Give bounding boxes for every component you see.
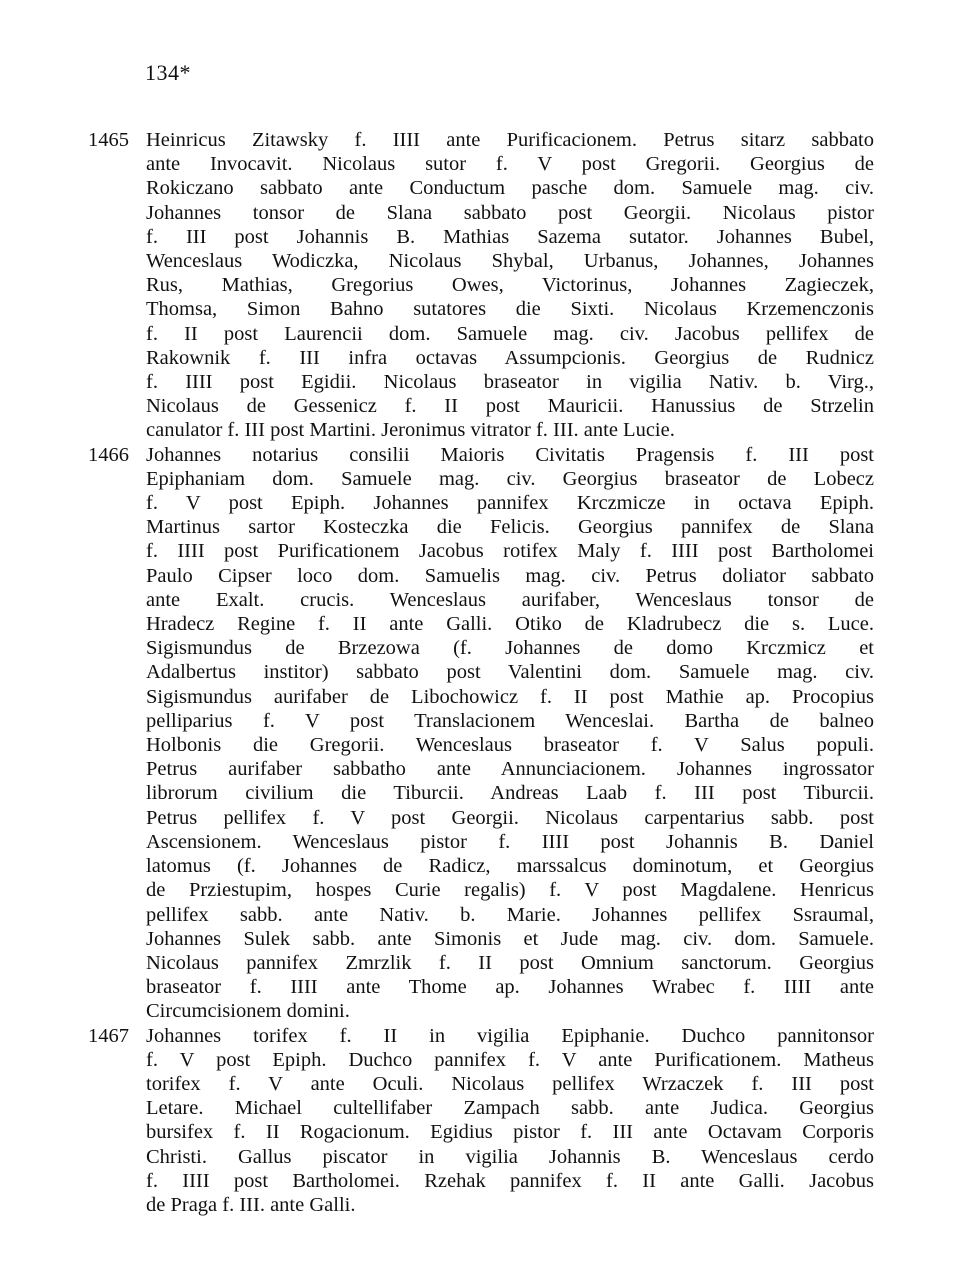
- text-line: Nicolaus de Gessenicz f. II post Mauricii. Hanussius de Strzelin: [146, 395, 874, 418]
- text-line: librorum civilium die Tiburcii. Andreas Laab f. III post Tiburcii.: [146, 782, 874, 805]
- entry-year: 1466: [88, 443, 129, 466]
- text-line: braseator f. IIII ante Thome ap. Johannes Wrabec f. IIII ante: [146, 976, 874, 999]
- text-line: f. V post Epiph. Johannes pannifex Krczmicze in octava Epiph.: [146, 492, 874, 515]
- entry-text: [146, 443, 874, 1024]
- text-line: Rus, Mathias, Gregorius Owes, Victorinus, Johannes Zagieczek,: [146, 274, 874, 297]
- text-line: Christi. Gallus piscator in vigilia Johannis B. Wenceslaus cerdo: [146, 1145, 874, 1168]
- text-line: f. IIII post Egidii. Nicolaus braseator in vigilia Nativ. b. Virg.,: [146, 371, 874, 394]
- text-line: Wenceslaus Wodiczka, Nicolaus Shybal, Urbanus, Johannes, Johannes: [146, 250, 874, 273]
- text-line: Johannes notarius consilii Maioris Civitatis Pragensis f. III post: [146, 443, 874, 466]
- text-line: Rokiczano sabbato ante Conductum pasche dom. Samuele mag. civ.: [146, 177, 874, 200]
- text-line: Sigismundus de Brzezowa (f. Johannes de domo Krczmicz et: [146, 637, 874, 660]
- text-line: Sigismundus aurifaber de Libochowicz f. II post Mathie ap. Procopius: [146, 685, 874, 708]
- entry-year: 1467: [88, 1024, 129, 1047]
- document-body: [0, 128, 960, 1217]
- year-entry: [0, 443, 960, 1024]
- text-line: de Praga f. III. ante Galli.: [146, 1193, 356, 1216]
- text-line: Circumcisionem domini.: [146, 1000, 350, 1023]
- text-line: latomus (f. Johannes de Radicz, marssalcus dominotum, et Georgius: [146, 855, 874, 878]
- text-line: Adalbertus institor) sabbato post Valentini dom. Samuele mag. civ.: [146, 661, 874, 684]
- text-line: Paulo Cipser loco dom. Samuelis mag. civ. Petrus doliator sabbato: [146, 564, 874, 587]
- entry-year: 1465: [88, 129, 129, 151]
- entry-text: [146, 128, 874, 443]
- text-line: f. V post Epiph. Duchco pannifex f. V ante Purificationem. Matheus: [146, 1048, 874, 1071]
- text-line: pelliparius f. V post Translacionem Wenceslai. Bartha de balneo: [146, 709, 874, 732]
- text-line: Nicolaus pannifex Zmrzlik f. II post Omnium sanctorum. Georgius: [146, 951, 874, 974]
- page-number: 134*: [145, 60, 191, 85]
- text-line: Heinricus Zitawsky f. IIII ante Purificacionem. Petrus sitarz sabbato: [146, 129, 874, 151]
- text-line: Hradecz Regine f. II ante Galli. Otiko de Kladrubecz die s. Luce.: [146, 613, 874, 636]
- text-line: Letare. Michael cultellifaber Zampach sabb. ante Judica. Georgius: [146, 1097, 874, 1120]
- text-line: Johannes tonsor de Slana sabbato post Georgii. Nicolaus pistor: [146, 201, 874, 224]
- entry-text: [146, 1024, 874, 1218]
- text-line: f. III post Johannis B. Mathias Sazema sutator. Johannes Bubel,: [146, 225, 874, 248]
- text-line: f. II post Laurencii dom. Samuele mag. civ. Jacobus pellifex de: [146, 322, 874, 345]
- text-line: canulator f. III post Martini. Jeronimus vitrator f. III. ante Lucie.: [146, 419, 675, 442]
- text-line: ante Exalt. crucis. Wenceslaus aurifaber, Wenceslaus tonsor de: [146, 588, 874, 611]
- text-line: torifex f. V ante Oculi. Nicolaus pellifex Wrzaczek f. III post: [146, 1072, 874, 1095]
- text-line: de Prziestupim, hospes Curie regalis) f. V post Magdalene. Henricus: [146, 879, 874, 902]
- text-line: Thomsa, Simon Bahno sutatores die Sixti. Nicolaus Krzemenczonis: [146, 298, 874, 321]
- text-line: f. IIII post Purificationem Jacobus rotifex Maly f. IIII post Bartholomei: [146, 540, 874, 563]
- text-line: Martinus sartor Kosteczka die Felicis. Georgius pannifex de Slana: [146, 516, 874, 539]
- text-line: Ascensionem. Wenceslaus pistor f. IIII post Johannis B. Daniel: [146, 830, 874, 853]
- text-line: Epiphaniam dom. Samuele mag. civ. Georgius braseator de Lobecz: [146, 467, 874, 490]
- text-line: ante Invocavit. Nicolaus sutor f. V post Gregorii. Georgius de: [146, 153, 874, 176]
- text-line: Rakownik f. III infra octavas Assumpcionis. Georgius de Rudnicz: [146, 346, 874, 369]
- text-line: Johannes Sulek sabb. ante Simonis et Jude mag. civ. dom. Samuele.: [146, 927, 874, 950]
- text-line: pellifex sabb. ante Nativ. b. Marie. Johannes pellifex Ssraumal,: [146, 903, 874, 926]
- text-line: f. IIII post Bartholomei. Rzehak pannifex f. II ante Galli. Jacobus: [146, 1169, 874, 1192]
- text-line: Petrus pellifex f. V post Georgii. Nicolaus carpentarius sabb. post: [146, 806, 874, 829]
- text-line: Petrus aurifaber sabbatho ante Annunciacionem. Johannes ingrossator: [146, 758, 874, 781]
- year-entry: [0, 128, 960, 443]
- year-entry: [0, 1024, 960, 1218]
- text-line: Holbonis die Gregorii. Wenceslaus braseator f. V Salus populi.: [146, 734, 874, 757]
- text-line: bursifex f. II Rogacionum. Egidius pistor f. III ante Octavam Corporis: [146, 1121, 874, 1144]
- text-line: Johannes torifex f. II in vigilia Epiphanie. Duchco pannitonsor: [146, 1024, 874, 1047]
